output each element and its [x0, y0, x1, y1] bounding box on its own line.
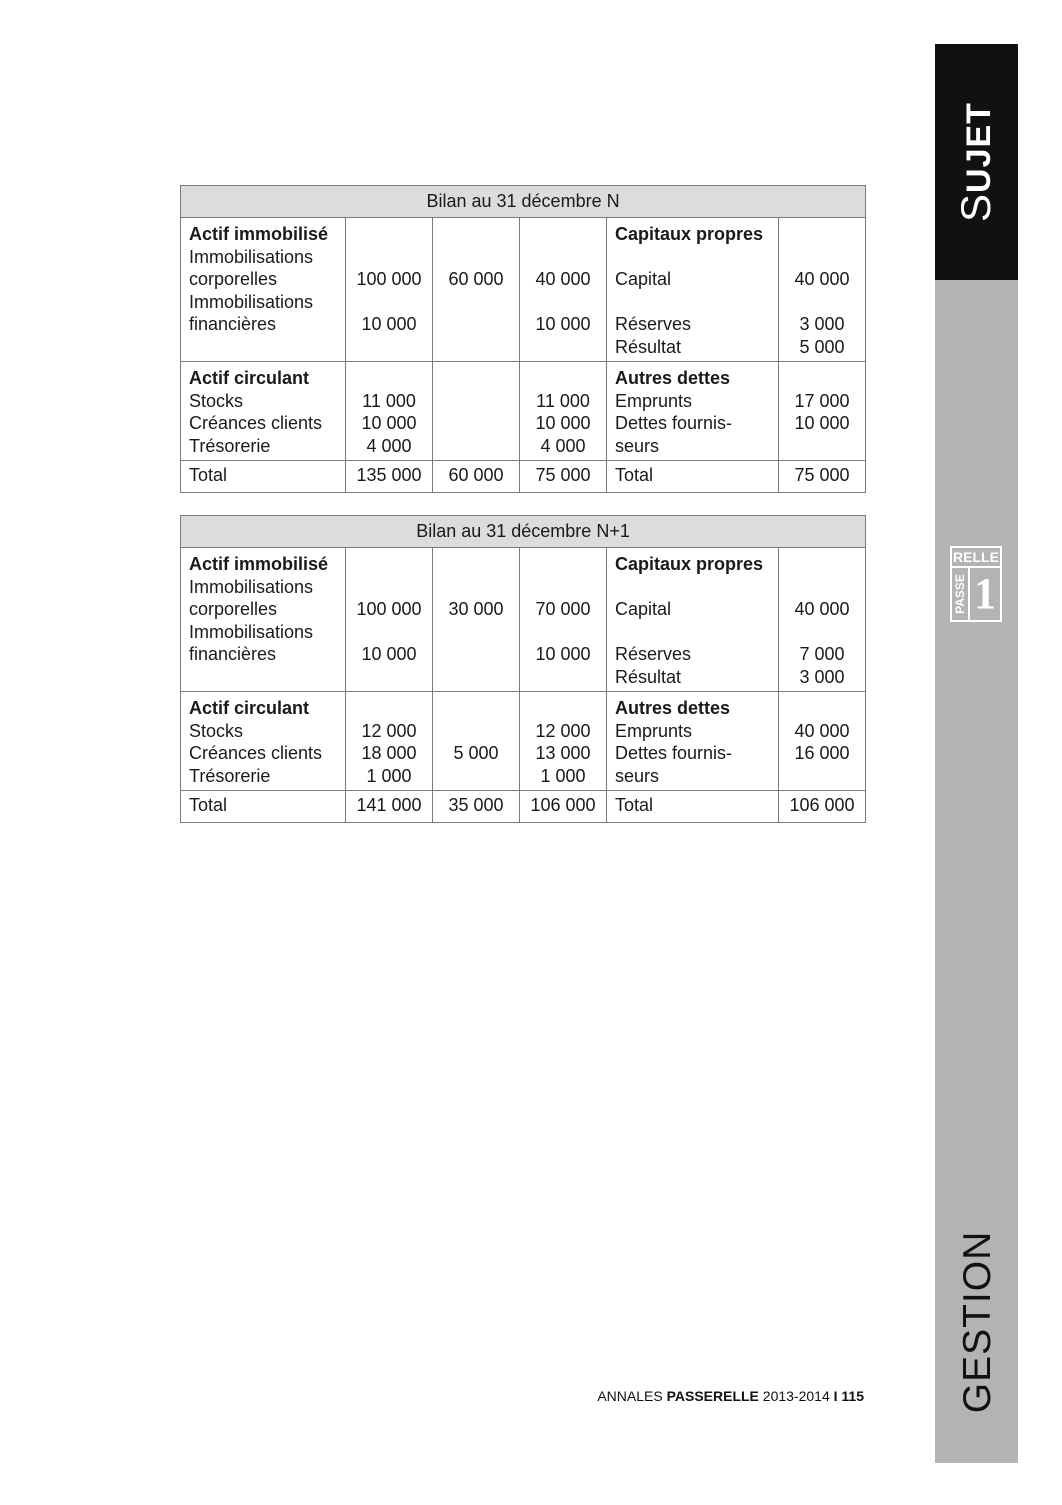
passif-value-cell-line: 40 000	[794, 720, 850, 741]
actif-label-cell-line: corporelles	[189, 269, 278, 289]
passif-label-cell-heading: Capitaux propres	[615, 224, 764, 244]
logo-top-text: RELLE	[952, 548, 1000, 568]
brut-cell	[346, 692, 433, 791]
actif-label-cell-line: Stocks	[189, 390, 244, 411]
section-actif-circulant	[181, 362, 866, 461]
actif-label-cell-line: Stocks	[189, 720, 244, 741]
amort-cell-line	[435, 313, 517, 336]
brut-cell-line: 100 000	[356, 269, 422, 289]
passif-value-cell-line	[781, 553, 863, 576]
amort-cell-line	[435, 621, 517, 644]
passif-value-cell-line: 10 000	[794, 413, 850, 433]
passif-label-cell-line: Réserves	[615, 314, 692, 334]
footer-separator: I	[833, 1388, 838, 1404]
passif-label-cell	[607, 548, 779, 692]
amort-cell	[433, 548, 520, 692]
brut-cell-line	[348, 697, 430, 720]
actif-label-cell-line: Immobilisations	[189, 576, 314, 597]
passif-value-cell-line	[781, 435, 863, 458]
total-passif-label: Total	[607, 461, 779, 493]
net-cell-line	[522, 367, 604, 390]
net-cell-line	[522, 246, 604, 269]
amort-cell-line	[435, 765, 517, 788]
brut-cell-line: 11 000	[362, 390, 416, 411]
actif-label-cell-line: Immobilisations	[189, 621, 314, 642]
passif-value-cell-line: 7 000	[799, 644, 845, 664]
brut-cell-line	[348, 246, 430, 269]
passif-label-cell	[607, 218, 779, 362]
passif-label-cell	[607, 692, 779, 791]
net-cell-line: 10 000	[535, 413, 591, 433]
amort-cell-line	[435, 336, 517, 359]
passif-label-cell-line	[615, 576, 770, 599]
amort-cell-line: 60 000	[448, 269, 504, 289]
net-cell-line: 70 000	[535, 599, 591, 619]
passif-label-cell-line: Résultat	[615, 666, 682, 687]
total-passif-label: Total	[607, 791, 779, 823]
actif-label-cell-line	[189, 336, 337, 359]
actif-label-cell-heading: Actif immobilisé	[189, 554, 329, 574]
passif-label-cell-line: Capital	[615, 599, 672, 619]
total-row	[181, 461, 866, 493]
actif-label-cell	[181, 692, 346, 791]
section-actif-circulant	[181, 692, 866, 791]
brut-cell-line	[348, 291, 430, 314]
passif-label-cell-line: seurs	[615, 765, 660, 786]
total-passif-value: 75 000	[779, 461, 866, 493]
net-cell-line	[522, 553, 604, 576]
brut-cell-line: 100 000	[356, 599, 422, 619]
net-cell-line	[522, 697, 604, 720]
brut-cell-line: 1 000	[366, 765, 412, 786]
amort-cell-line	[435, 553, 517, 576]
table-title: Bilan au 31 décembre N+1	[181, 516, 866, 548]
actif-label-cell	[181, 218, 346, 362]
section-actif-immobilise	[181, 218, 866, 362]
net-cell	[520, 692, 607, 791]
passif-value-cell-line: 40 000	[794, 269, 850, 289]
amort-cell-line	[435, 246, 517, 269]
actif-label-cell-line	[189, 666, 337, 689]
passif-label-cell-line	[615, 246, 770, 269]
passif-label-cell-heading: Autres dettes	[615, 698, 731, 718]
amort-cell-line	[435, 576, 517, 599]
actif-label-cell	[181, 548, 346, 692]
amort-cell-line	[435, 390, 517, 413]
passif-label-cell-line: Dettes fournis-	[615, 413, 733, 433]
passif-value-cell-line	[781, 367, 863, 390]
passif-label-cell-line: Capital	[615, 269, 672, 289]
page-footer	[597, 1388, 864, 1404]
brut-cell-line: 18 000	[361, 743, 417, 763]
brut-cell	[346, 362, 433, 461]
actif-label-cell-line: corporelles	[189, 599, 278, 619]
brut-cell	[346, 548, 433, 692]
actif-label-cell-heading: Actif circulant	[189, 368, 310, 388]
brut-cell-line: 10 000	[361, 644, 417, 664]
actif-label-cell-heading: Actif circulant	[189, 698, 310, 718]
amort-cell-line	[435, 291, 517, 314]
total-amort: 35 000	[433, 791, 520, 823]
amort-cell-line	[435, 412, 517, 435]
amort-cell-line	[435, 367, 517, 390]
amort-cell-line	[435, 643, 517, 666]
total-label: Total	[181, 461, 346, 493]
net-cell-line: 10 000	[535, 314, 591, 334]
amort-cell-line	[435, 720, 517, 743]
net-cell-line	[522, 336, 604, 359]
net-cell-line: 40 000	[535, 269, 591, 289]
passif-label-cell-line: Réserves	[615, 644, 692, 664]
passif-value-cell-line	[781, 765, 863, 788]
passif-label-cell-heading: Capitaux propres	[615, 554, 764, 574]
net-cell-line	[522, 291, 604, 314]
net-cell-line: 4 000	[540, 435, 586, 456]
passif-label-cell-line: Dettes fournis-	[615, 743, 733, 763]
passerelle-logo	[950, 546, 1002, 622]
passif-label-cell-line	[615, 291, 770, 314]
passif-label-cell-line: seurs	[615, 435, 660, 456]
total-net: 106 000	[520, 791, 607, 823]
amort-cell	[433, 362, 520, 461]
passif-label-cell-line: Emprunts	[615, 720, 693, 741]
brut-cell-line: 10 000	[361, 314, 417, 334]
net-cell	[520, 548, 607, 692]
net-cell-line: 13 000	[535, 743, 591, 763]
amort-cell-line	[435, 435, 517, 458]
actif-label-cell-line: Créances clients	[189, 743, 323, 763]
passif-value-cell-line: 40 000	[794, 599, 850, 619]
logo-side-text: PASSE	[953, 574, 967, 614]
amort-cell-line: 30 000	[448, 599, 504, 619]
brut-cell-line: 12 000	[361, 720, 417, 741]
total-net: 75 000	[520, 461, 607, 493]
actif-label-cell-line: financières	[189, 314, 277, 334]
passif-value-cell-line	[781, 223, 863, 246]
sidebar-section-label: GESTION	[956, 1230, 999, 1414]
brut-cell-line	[348, 553, 430, 576]
brut-cell-line: 4 000	[366, 435, 412, 456]
net-cell-line: 10 000	[535, 644, 591, 664]
passif-label-cell-line	[615, 621, 770, 644]
passif-value-cell-line: 3 000	[799, 314, 845, 334]
sidebar-tab-label: SUJET	[952, 102, 999, 222]
table-title: Bilan au 31 décembre N	[181, 186, 866, 218]
net-cell-line	[522, 621, 604, 644]
passif-value-cell-line: 17 000	[794, 390, 850, 411]
passif-value-cell	[779, 548, 866, 692]
total-brut: 141 000	[346, 791, 433, 823]
actif-label-cell	[181, 362, 346, 461]
balance-sheet-table-n-plus-1	[180, 515, 866, 823]
total-passif-value: 106 000	[779, 791, 866, 823]
brut-cell-line	[348, 367, 430, 390]
net-cell	[520, 362, 607, 461]
footer-brand: PASSERELLE	[666, 1388, 759, 1404]
net-cell-line: 11 000	[536, 390, 590, 411]
page-number: 115	[841, 1388, 864, 1404]
actif-label-cell-heading: Actif immobilisé	[189, 224, 329, 244]
passif-label-cell	[607, 362, 779, 461]
passif-value-cell-line	[781, 246, 863, 269]
passif-value-cell	[779, 362, 866, 461]
brut-cell-line	[348, 576, 430, 599]
passif-value-cell	[779, 218, 866, 362]
actif-label-cell-line: financières	[189, 644, 277, 664]
passif-value-cell-line	[781, 697, 863, 720]
passif-value-cell-line	[781, 576, 863, 599]
logo-number: 1	[974, 569, 996, 618]
net-cell-line: 1 000	[540, 765, 586, 786]
brut-cell	[346, 218, 433, 362]
passif-value-cell-line: 3 000	[799, 666, 845, 687]
amort-cell-line	[435, 666, 517, 689]
passif-label-cell-heading: Autres dettes	[615, 368, 731, 388]
passif-label-cell-line: Résultat	[615, 336, 682, 357]
actif-label-cell-line: Trésorerie	[189, 765, 271, 786]
footer-years: 2013-2014	[762, 1388, 830, 1404]
passif-value-cell-line: 16 000	[794, 743, 850, 763]
amort-cell-line	[435, 697, 517, 720]
passif-value-cell-line	[781, 621, 863, 644]
net-cell	[520, 218, 607, 362]
brut-cell-line: 10 000	[361, 413, 417, 433]
net-cell-line: 12 000	[535, 720, 591, 741]
brut-cell-line	[348, 621, 430, 644]
net-cell-line	[522, 576, 604, 599]
passif-label-cell-line: Emprunts	[615, 390, 693, 411]
brut-cell-line	[348, 666, 430, 689]
actif-label-cell-line: Immobilisations	[189, 246, 314, 267]
actif-label-cell-line: Créances clients	[189, 413, 323, 433]
total-row	[181, 791, 866, 823]
section-actif-immobilise	[181, 548, 866, 692]
actif-label-cell-line: Immobilisations	[189, 291, 314, 312]
brut-cell-line	[348, 223, 430, 246]
total-brut: 135 000	[346, 461, 433, 493]
passif-value-cell	[779, 692, 866, 791]
total-amort: 60 000	[433, 461, 520, 493]
amort-cell	[433, 218, 520, 362]
total-label: Total	[181, 791, 346, 823]
passif-value-cell-line	[781, 291, 863, 314]
actif-label-cell-line: Trésorerie	[189, 435, 271, 456]
net-cell-line	[522, 223, 604, 246]
brut-cell-line	[348, 336, 430, 359]
amort-cell-line	[435, 223, 517, 246]
balance-sheet-table-n	[180, 185, 866, 493]
amort-cell	[433, 692, 520, 791]
amort-cell-line: 5 000	[453, 743, 499, 763]
net-cell-line	[522, 666, 604, 689]
passif-value-cell-line: 5 000	[799, 336, 845, 357]
footer-prefix: ANNALES	[597, 1388, 663, 1404]
